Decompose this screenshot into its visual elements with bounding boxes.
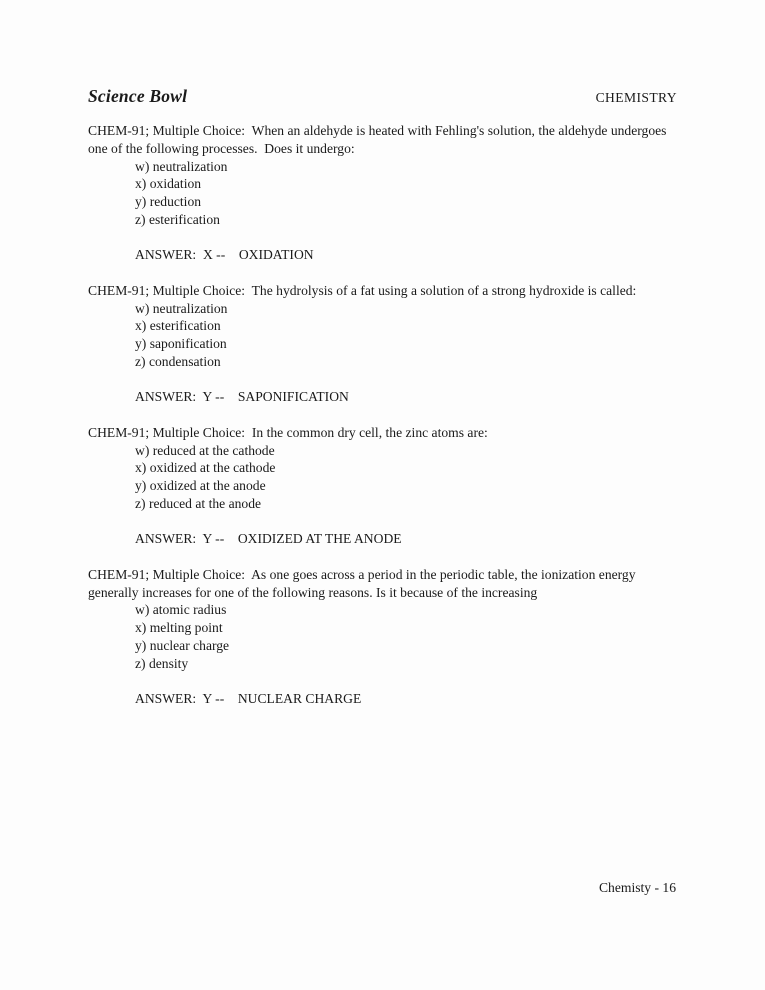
- option-w: w) neutralization: [135, 300, 228, 316]
- question-prompt: CHEM-91; Multiple Choice: In the common dry cell, the zinc atoms are:: [88, 424, 488, 440]
- option-y: y) oxidized at the anode: [135, 478, 266, 493]
- options-list: [135, 158, 677, 229]
- subject-label: CHEMISTRY: [595, 90, 677, 105]
- option-y: y) nuclear charge: [135, 637, 230, 653]
- page-content: [88, 86, 677, 726]
- option-w: w) neutralization: [135, 158, 228, 174]
- option-z: z) condensation: [135, 353, 221, 369]
- option-y: y) reduction: [135, 194, 202, 209]
- question-prompt: CHEM-91; Multiple Choice: The hydrolysis of a fat using a solution of a strong hydroxide is called:: [88, 282, 637, 298]
- option-z: z) reduced at the anode: [135, 495, 262, 511]
- answer-line: ANSWER: X -- OXIDATION: [135, 247, 314, 263]
- answer-line: ANSWER: Y -- NUCLEAR CHARGE: [135, 691, 362, 706]
- question-prompt: CHEM-91; Multiple Choice: As one goes across a period in the periodic table, the ionization energy generally increases for one of the following reasons. Is it because of the increasing: [88, 566, 639, 600]
- question-prompt: CHEM-91; Multiple Choice: When an aldehyde is heated with Fehling's solution, the aldehyde undergoes one of the following processes. Does it undergo:: [88, 123, 670, 156]
- option-z: z) esterification: [135, 211, 220, 227]
- page-number-label: Chemisty - 16: [598, 880, 676, 895]
- options-list: [135, 300, 677, 371]
- option-y: y) saponification: [135, 336, 227, 351]
- option-x: x) melting point: [135, 620, 223, 635]
- option-x: x) esterification: [135, 318, 221, 334]
- answer-line: ANSWER: Y -- SAPONIFICATION: [135, 389, 349, 405]
- option-x: x) oxidized at the cathode: [135, 460, 276, 476]
- question-block-2: [88, 282, 677, 406]
- answer-line: ANSWER: Y -- OXIDIZED AT THE ANODE: [135, 531, 402, 547]
- options-list: [135, 442, 677, 513]
- document-header: [88, 86, 677, 107]
- option-w: w) reduced at the cathode: [135, 442, 275, 458]
- question-block-4: [88, 566, 677, 708]
- document-title: Science Bowl: [88, 86, 188, 106]
- option-w: w) atomic radius: [135, 602, 227, 618]
- option-z: z) density: [135, 655, 189, 671]
- question-block-1: [88, 122, 677, 264]
- options-list: [135, 601, 677, 672]
- question-block-3: [88, 424, 677, 548]
- option-x: x) oxidation: [135, 176, 202, 192]
